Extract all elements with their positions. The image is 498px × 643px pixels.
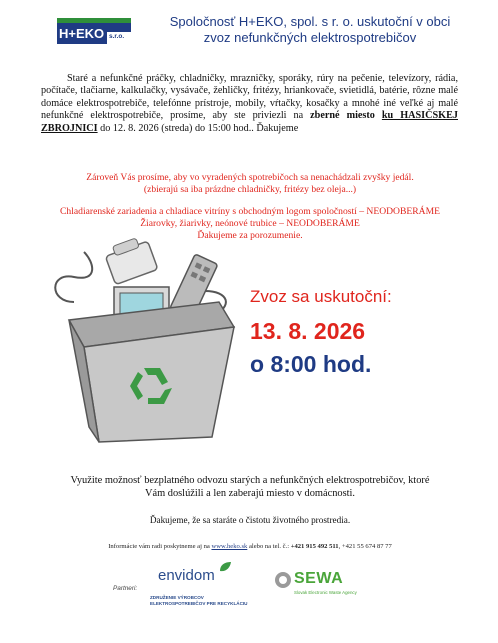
notice1-line2: (zbierajú sa iba prázdne chladničky, fritézy bez oleja...) (143, 184, 357, 195)
envidom-sub-line2: ELEKTROSPOTREBIČOV PRE RECYKLÁCIU (150, 600, 248, 606)
collection-date-text: do 12. 8. 2026 (streda) do 15:00 hod.. Ďakujeme (97, 122, 299, 134)
envidom-sub (150, 595, 248, 606)
closing-text (40, 474, 460, 500)
info-middle: alebo na tel. č.: (247, 543, 291, 550)
sewa-logo (274, 568, 364, 604)
website-link[interactable]: www.heko.sk (211, 543, 248, 550)
heko-logo (57, 18, 131, 44)
notice2-line2: Žiarovky, žiarivky, neónové trubice – NEODOBERÁME (140, 218, 360, 229)
notice-food-remains (30, 172, 470, 196)
event-label: Zvoz sa uskutoční: (250, 287, 392, 306)
envidom-name: envidom (158, 567, 215, 584)
notice1-line1: Zároveň Vás prosíme, aby vo vyradených spotrebičoch sa nenachádzali zvyšky jedál. (86, 172, 414, 183)
partners-label: Partneri: (113, 585, 138, 592)
sewa-name: SEWA (294, 570, 344, 587)
info-prefix: Informácie vám radi poskytneme aj na (108, 543, 212, 550)
event-date: 13. 8. 2026 (250, 318, 366, 344)
notice2-line1: Chladiarenské zariadenia a chladiace vitríny s obchodným logom spoločností – NEODOBERÁME (60, 206, 440, 217)
envidom-sub-line1: ZDRUŽENIE VÝROBCOV (150, 595, 204, 600)
header-title (140, 14, 480, 46)
recycle-bin-illustration (44, 232, 244, 452)
header-title-line1: Spoločnosť H+EKO, spol. s r. o. uskutoční v obci (169, 14, 451, 29)
sewa-sub: Slovak Electronic Waste Agency (294, 590, 357, 595)
event-time: o 8:00 hod. (250, 351, 372, 377)
phone-secondary: , +421 55 674 87 77 (338, 543, 392, 550)
notice2-line3: Ďakujeme za porozumenie. (197, 230, 303, 241)
logo-text-sub: s.r.o. (109, 33, 125, 40)
envidom-logo (148, 561, 258, 611)
phone-primary: +421 915 492 511 (290, 543, 339, 550)
header-title-line2: zvoz nefunkčných elektrospotrebičov (203, 30, 417, 45)
collection-place-name: ku HASIČSKEJ ZBROJNICI (41, 110, 458, 134)
logo-text-main: H+EKO (59, 26, 105, 41)
main-intro: Staré a nefunkčné práčky, chladničky, mrazničky, sporáky, rúry na pečenie, televízory, rádia, počítače, tlačiarne, kalkulačky, vysávače, žehličky, fritézy, hriankovače, svietidlá, batérie, rôzne malé domáce elektrospotrebiče, telefónne prístroje, mobily, vŕtačky, kosačky a mnohé iné veľké aj malé nefunkčné elektrospotrebiče, prosíme, aby ste priviezli na (41, 73, 458, 122)
closing-line1: Využite možnosť bezplatného odvozu starých a nefunkčných elektrospotrebičov, ktoré (70, 475, 430, 486)
collection-place-prefix: zberné miesto (310, 110, 375, 122)
contact-info (30, 543, 470, 550)
main-paragraph (41, 73, 458, 135)
recycle-bin-icon (44, 232, 244, 452)
leaf-icon (218, 561, 232, 573)
sewa-emblem-icon (274, 570, 292, 590)
thanks-text: Ďakujeme, že sa staráte o čistotu životného prostredia. (149, 515, 351, 525)
closing-line2: Vám doslúžili a len zaberajú miesto v domácnosti. (144, 488, 356, 499)
